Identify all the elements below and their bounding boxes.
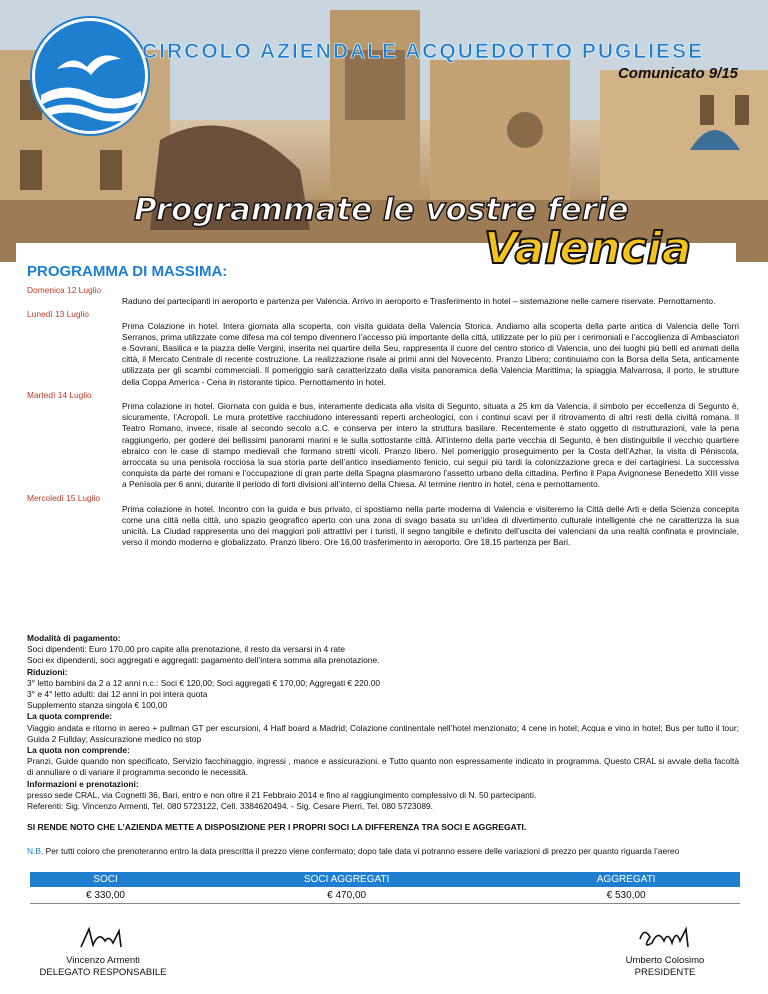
price-header-soci-aggregati: SOCI AGGREGATI: [181, 872, 512, 887]
signatory-role: DELEGATO RESPONSABILE: [39, 967, 167, 978]
signature-left: [28, 925, 178, 979]
day-text: Raduno dei partecipanti in aeroporto e partenza per Valencia. Arrivo in aeroporto e Trasferimento in hotel – sistemazione nelle camere riservate. Pernottamento.: [122, 296, 716, 307]
day-label: Domenica 12 Luglio: [27, 285, 102, 295]
nb-label: N.B.: [27, 846, 44, 856]
payment-heading: Modalità di pagamento:: [27, 633, 121, 643]
comunicato-number: Comunicato 9/15: [617, 65, 738, 82]
day-label: Mercoledì 15 Luglio: [27, 492, 101, 503]
day-label: Lunedì 13 Luglio: [27, 309, 89, 320]
nb-text: Per tutti coloro che prenoteranno entro la data prescritta il prezzo viene confermato; dopo tale data vi potranno essere delle variazioni di prezzo per quanto riguarda l’aereo: [45, 846, 680, 856]
excludes-heading: La quota non comprende:: [27, 745, 130, 756]
bookings-line: Referenti: Sig. Vincenzo Armenti, Tel. 080 5723122, Cell. 3384620494. - Sig. Cesare Pierri, Tel. 080 5723089.: [27, 801, 433, 812]
program-title: PROGRAMMA DI MASSIMA:: [27, 263, 228, 280]
reduction-line: Supplemento stanza singola € 100,00: [27, 700, 168, 711]
day-text: Prima colazione in hotel. Giornata con guida e bus, interamente dedicata alla visita di Segunto, situata a 25 km da Valencia, il simbolo per eccellenza di Segunto è, sicuramente, l’Acropoli. Le mura protettive racchiudono interessanti reperti archeologici, con i continui scavi per il ritrovamento di altri resti della civiltà romana. Il Teatro Romano, invece, risale al secondo secolo a.C. e conserva per intero la struttura basilare. Recentemente è stato oggetto di ristrutturazioni, vale la pena raggiungerlo, per godere dei bellissimi panorami marini e le sulla sottostante città. All’interno della parte vecchia di Segunto, è ben distinguibile il vecchio quartiere ebraico con le case di stampo medievali che formano stretti vicoli. Pranzo libero. Nel pomeriggio proseguimento per la Costa dell’Azhar, la visita di Péniscola, arroccata su una penisola rocciosa la sua storia parte dell’antico insediamento fenicio, cui seguì più tardi la colonizzazione greca e dei cartaginesi. La successiva conquista da parte dei romani e l’occupazione di gran parte della Spagna plasmarono l’assetto urbano della cittadina. Perfino il Papa Avignonese Benedetto XIII visse a Penìsola per 6 anni, durante il periodo di forti divisioni all’interno della Chiesa. Al termine rientro in hotel, cena e pernottamento.: [122, 401, 739, 490]
price-header-soci: SOCI: [30, 872, 181, 887]
day-label: Martedì 14 Luglio: [27, 389, 92, 400]
day-text: Prima Colazione in hotel. Intera giornata alla scoperta, con visita guidata della Valencia Storica. Andiamo alla scoperta della parte antica di Valencia delle Torri Serranos, prima utilizzate come difesa ma col tempo divennero l’accesso più importante della città, utilizzate per lo più per i cerimoniali e l’accoglienza di Ambasciatori e Sovrani, Basilica e la piazza delle Vergini, inserita nei quartire della Seu, rappresenta il cuore del centro storico di Valencia, uno dei luoghi più belli ed animati della città, il Mercato Centrale di recente costruzione. La realizzazione risale ai primi anni del Novecento. Pranzo Libero; continuiamo con la Borsa della Seta, anticamente utilizzata per gli scambi commerciali. Il pomeriggio sarà caratterizzato dalla visita panoramica della Valencia Marittima; la spiaggia Malvarrosa, il porto, le strutture della Coppa America - Cena in ristorante tipico. Pernottamento in hotel.: [122, 320, 739, 387]
nb-note: [27, 846, 739, 857]
price-soci-aggregati: € 470,00: [181, 887, 512, 904]
seagull-waves-icon: [35, 21, 145, 131]
day-text: Prima colazione in hotel. Incontro con la guida e bus privato, ci spostiamo nella parte moderna di Valencia e visiteremo la Città delle Arti e della Scienza concepita come una città nella città, uno spazio geografico aperto con una zona di svago basata su un’idea di divertimento culturale intelligente che ne caratterizza la sua unicità. La Ciudad rappresenta uno dei maggiori poli attrattivi per i turisti, il segno tangibile e definito dell’uscita dei valenciani da una realtà confinata e provinciale, verso il mondo moderno e globalizzato. Pranzo libero. Ore 16,00 trasferimento in aeroporto. Ore 18,15 partenza per Bari.: [122, 503, 739, 548]
bookings-heading: Informazioni e prenotazioni:: [27, 778, 139, 789]
reductions-heading: Riduzioni:: [27, 666, 68, 677]
price-table: [30, 872, 740, 904]
handwritten-signature-icon: [630, 925, 700, 951]
payment-line: Soci ex dipendenti, soci aggregati e aggregati: pagamento dell’intera somma alla prenotazione.: [27, 655, 380, 666]
cral-logo: [32, 18, 148, 134]
org-name: CIRCOLO AZIENDALE ACQUEDOTTO PUGLIESE: [142, 40, 705, 63]
company-notice: SI RENDE NOTO CHE L’AZIENDA METTE A DISPOSIZIONE PER I PROPRI SOCI LA DIFFERENZA TRA SOCI E AGGREGATI.: [27, 822, 527, 832]
includes-heading: La quota comprende:: [27, 711, 113, 722]
signatory-role: PRESIDENTE: [634, 967, 696, 978]
itinerary: [27, 284, 739, 551]
signatory-name: Vincenzo Armenti: [66, 955, 140, 966]
includes-text: Viaggio andata e ritorno in aereo + pullman GT per escursioni, 4 Half board a Madrid; Colazione continentale nell’hotel menzionato; 4 cene in hotel; Acqua e vino in hotel; Bus per tutto il tour; Guida 2 Fullday; Assicurazione medico no stop: [27, 722, 739, 744]
destination-city: Valencia: [484, 223, 692, 274]
excludes-text: Pranzi, Guide quando non specificato, Servizio facchinaggio, ingressi , mance e assicurazioni. e Tutto quanto non espressamente indicato in programma. Questo CRAL si avvale della facoltà di annullare o di variare il programma secondo le necessità.: [27, 756, 739, 778]
handwritten-signature-icon: [73, 925, 133, 951]
price-soci: € 330,00: [30, 887, 181, 904]
bookings-line: presso sede CRAL, via Cognetti 36, Bari, entro e non oltre il 21 Febbraio 2014 e fino al raggiungimento complessivo di N. 50 partecipanti.: [27, 789, 537, 800]
headline: Programmate le vostre ferie: [134, 192, 629, 228]
info-section: [27, 633, 739, 812]
price-header-aggregati: AGGREGATI: [512, 872, 740, 887]
payment-line: Soci dipendenti: Euro 170,00 pro capite alla prenotazione, il resto da versarsi in 4 rate: [27, 644, 345, 655]
reduction-line: 3° letto bambini da 2 a 12 anni n.c.: Soci € 120,00; Soci aggregati € 170,00; Aggregati € 220.00: [27, 677, 381, 688]
signatory-name: Umberto Colosimo: [625, 955, 705, 966]
signature-right: [590, 925, 740, 979]
price-aggregati: € 530,00: [512, 887, 740, 904]
reduction-line: 3° e 4° letto adulti: dai 12 anni in poi intera quota: [27, 689, 208, 700]
